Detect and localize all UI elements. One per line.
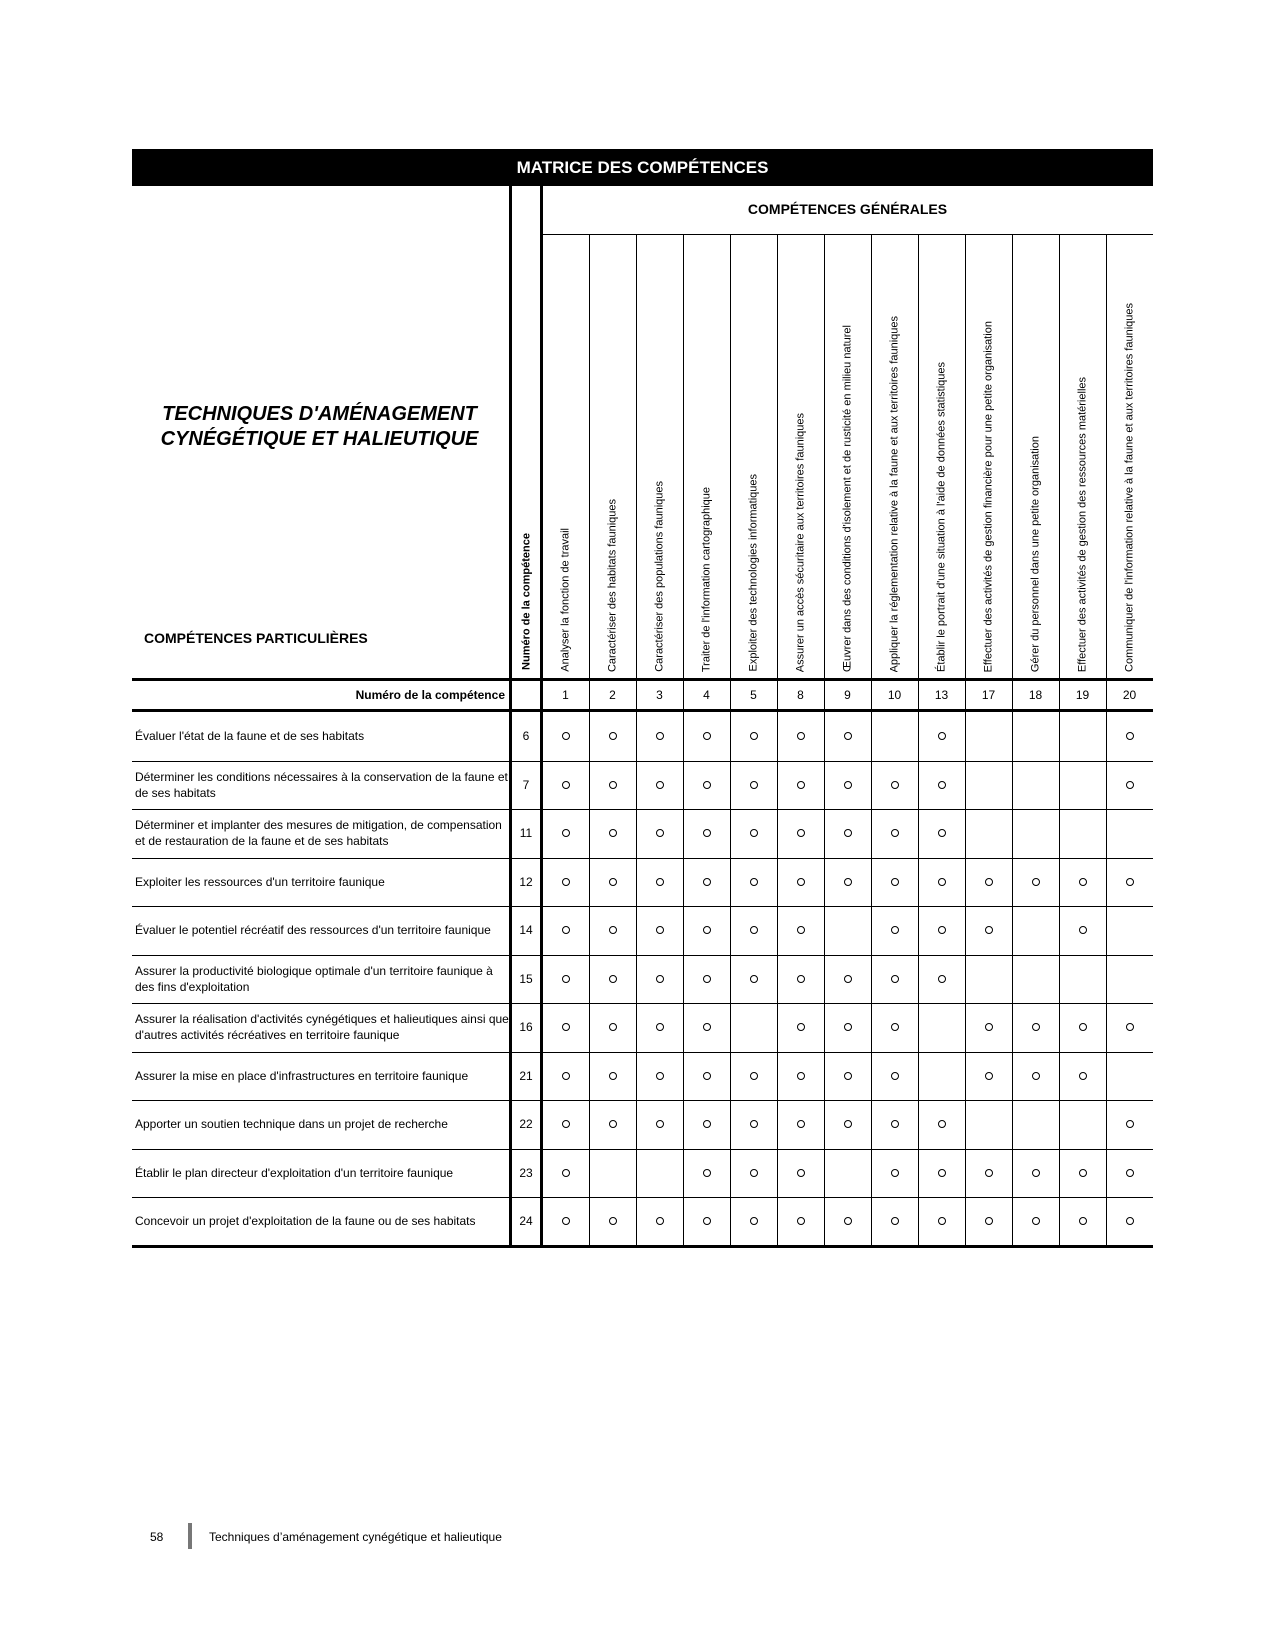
general-competency-number: 3 [656,688,663,702]
competency-mark [609,829,617,837]
general-competency-number: 10 [887,688,902,702]
general-competency-header [871,244,918,672]
row-separator [132,1003,1153,1004]
competency-mark [844,1023,852,1031]
competency-mark [938,1169,946,1177]
table-bottom-rule [132,1245,1153,1248]
general-competency-header [589,244,636,672]
competency-row-label: Assurer la mise en place d'infrastructures en territoire faunique [135,1068,469,1083]
number-column-header-text: Numéro de la compétence [520,533,533,670]
column-separator [683,234,684,1246]
competency-mark [797,732,805,740]
competency-mark [750,878,758,886]
competency-mark [891,926,899,934]
competency-row-number: 15 [519,971,533,986]
row-separator [132,1149,1153,1150]
general-competency-header [777,244,824,672]
competency-mark [562,1023,570,1031]
general-competency-label: Effectuer des activités de gestion financière pour une petite organisation [982,320,994,672]
program-title-line-1: TECHNIQUES D'AMÉNAGEMENT [162,403,477,425]
competency-mark [1032,878,1040,886]
column-separator [777,234,778,1246]
competency-mark [703,1023,711,1031]
competency-row-label: Concevoir un projet d'exploitation de la faune ou de ses habitats [135,1214,476,1229]
header-bottom-rule [132,678,1153,681]
number-row-label: Numéro de la compétence [355,688,505,702]
competency-row-number: 16 [519,1020,533,1035]
competency-mark [1126,1023,1134,1031]
footer-text: Techniques d’aménagement cynégétique et halieutique [209,1530,502,1544]
row-separator [132,1100,1153,1101]
competency-mark [750,1072,758,1080]
competency-mark [844,878,852,886]
general-competency-label: Analyser la fonction de travail [559,528,571,672]
competency-mark [562,926,570,934]
competency-mark [938,732,946,740]
general-competency-number: 2 [609,688,616,702]
competency-mark [703,975,711,983]
competency-mark [844,781,852,789]
competency-row-label: Assurer la réalisation d'activités cynégétiques et halieutiques ainsi que d'autres activités récréatives en territoire faunique [135,1012,509,1043]
competency-mark [750,829,758,837]
competency-row-label: Exploiter les ressources d'un territoire faunique [135,874,385,889]
competency-mark [562,829,570,837]
competency-mark [985,1169,993,1177]
competency-mark [1032,1023,1040,1031]
general-competency-header [683,244,730,672]
competency-mark [1079,878,1087,886]
competency-row-number: 24 [519,1214,533,1229]
competency-row-number: 12 [519,874,533,889]
general-competency-header [730,244,777,672]
competency-mark [562,975,570,983]
competency-mark [562,781,570,789]
competency-mark [797,1120,805,1128]
competency-mark [656,1217,664,1225]
competency-mark [844,1120,852,1128]
competency-mark [797,878,805,886]
competency-mark [1126,878,1134,886]
row-separator [132,955,1153,956]
general-competency-label: Communiquer de l'information relative à la faune et aux territoires fauniques [1123,303,1135,672]
competency-mark [1032,1169,1040,1177]
competency-row-number: 23 [519,1165,533,1180]
general-competency-number: 20 [1122,688,1137,702]
row-separator [132,809,1153,810]
general-competency-label: Caractériser des habitats fauniques [606,498,618,672]
competency-mark [703,781,711,789]
program-title-line-2: CYNÉGÉTIQUE ET HALIEUTIQUE [160,428,479,450]
competency-mark [656,1023,664,1031]
competency-mark [1126,1120,1134,1128]
general-competency-label: Traiter de l'information cartographique [700,486,712,672]
competency-row-number: 11 [519,826,533,841]
column-separator [871,234,872,1246]
competency-mark [938,878,946,886]
general-competency-number: 9 [844,688,851,702]
competency-mark [609,926,617,934]
row-separator [132,1052,1153,1053]
competency-mark [891,829,899,837]
matrix-title: MATRICE DES COMPÉTENCES [132,149,1153,186]
competency-mark [703,732,711,740]
competency-row-number: 22 [519,1117,533,1132]
competency-mark [562,1217,570,1225]
competency-row-label: Apporter un soutien technique dans un projet de recherche [135,1117,448,1132]
competency-mark [562,1120,570,1128]
competency-mark [703,878,711,886]
general-header-rule [542,234,1153,235]
row-separator [132,858,1153,859]
competency-mark [609,975,617,983]
competency-mark [656,975,664,983]
competency-mark [1079,1217,1087,1225]
page-number: 58 [150,1530,164,1544]
competency-mark [844,1217,852,1225]
competency-mark [656,926,664,934]
competency-row-number: 21 [519,1068,533,1083]
competency-mark [797,829,805,837]
competency-mark [656,878,664,886]
competency-mark [750,1217,758,1225]
column-separator [1106,234,1107,1246]
competency-mark [985,926,993,934]
general-competency-label: Appliquer la réglementation relative à la faune et aux territoires fauniques [888,315,900,672]
general-competency-label: Gérer du personnel dans une petite organisation [1029,435,1041,672]
general-competency-header [918,244,965,672]
competency-mark [1079,1169,1087,1177]
competency-mark [844,975,852,983]
general-competency-number: 17 [981,688,996,702]
competency-mark [938,1217,946,1225]
competency-mark [797,926,805,934]
competency-mark [1126,1217,1134,1225]
competency-mark [703,1072,711,1080]
competency-mark [750,1120,758,1128]
general-competency-number: 19 [1075,688,1090,702]
column-separator [918,234,919,1246]
competency-mark [656,1120,664,1128]
general-competency-header [542,244,589,672]
competency-mark [562,732,570,740]
competency-mark [750,926,758,934]
competency-mark [938,1120,946,1128]
general-competencies-label: COMPÉTENCES GÉNÉRALES [747,201,948,217]
column-separator [1012,234,1013,1246]
competency-row-label: Établir le plan directeur d'exploitation d'un territoire faunique [135,1165,454,1180]
competency-mark [703,1169,711,1177]
competency-mark [609,1217,617,1225]
competency-mark [703,1120,711,1128]
general-competency-number: 1 [562,688,569,702]
row-separator [132,1197,1153,1198]
column-separator [1059,234,1060,1246]
column-separator [589,234,590,1246]
competency-row-number: 14 [519,923,533,938]
competency-mark [656,829,664,837]
competency-mark [844,1072,852,1080]
competency-mark [609,1023,617,1031]
competency-mark [985,878,993,886]
competency-mark [609,781,617,789]
competency-mark [750,1169,758,1177]
competency-mark [985,1072,993,1080]
competency-mark [1126,732,1134,740]
general-competency-header [824,244,871,672]
competency-mark [562,1169,570,1177]
competency-mark [938,975,946,983]
competency-mark [703,926,711,934]
competency-mark [656,732,664,740]
general-competency-number: 5 [750,688,757,702]
competency-row-label: Évaluer le potentiel récréatif des ressources d'un territoire faunique [135,923,491,938]
competency-mark [891,1023,899,1031]
competency-mark [656,1072,664,1080]
competency-mark [750,781,758,789]
competency-mark [609,878,617,886]
competency-row-label: Assurer la productivité biologique optimale d'un territoire faunique à des fins d'exploitation [135,963,493,994]
footer-divider [188,1523,192,1549]
competency-mark [1079,1023,1087,1031]
competency-row-label: Déterminer les conditions nécessaires à la conservation de la faune et de ses habitats [135,769,508,800]
number-row-bottom-rule [132,709,1153,712]
competency-mark [703,829,711,837]
competency-mark [1032,1072,1040,1080]
competency-mark [891,781,899,789]
competency-mark [844,829,852,837]
competency-mark [703,1217,711,1225]
competency-mark [1126,1169,1134,1177]
program-title [132,402,507,452]
competency-mark [562,1072,570,1080]
competency-mark [985,1023,993,1031]
column-separator [824,234,825,1246]
competency-mark [985,1217,993,1225]
column-separator [730,234,731,1246]
general-competency-number: 4 [703,688,710,702]
general-competency-label: Œuvrer dans des conditions d'isolement et de rusticité en milieu naturel [841,325,853,672]
column-separator [636,234,637,1246]
competency-mark [797,1169,805,1177]
competency-mark [797,1217,805,1225]
particular-competencies-label: COMPÉTENCES PARTICULIÈRES [144,630,368,646]
competency-mark [1079,1072,1087,1080]
row-separator [132,906,1153,907]
competency-mark [562,878,570,886]
general-competency-label: Caractériser des populations fauniques [653,481,665,672]
competency-mark [797,975,805,983]
number-column-left-rule [509,186,512,1247]
competency-mark [1032,1217,1040,1225]
number-column-header [512,240,542,670]
competency-mark [891,975,899,983]
general-competency-label: Assurer un accès sécuritaire aux territoires fauniques [794,412,806,672]
competency-row-label: Évaluer l'état de la faune et de ses habitats [135,729,365,744]
competency-row-number: 6 [522,729,530,744]
general-competency-number: 18 [1028,688,1043,702]
competency-mark [844,732,852,740]
competency-mark [938,829,946,837]
competency-mark [938,781,946,789]
general-competency-header [636,244,683,672]
competency-row-label: Déterminer et implanter des mesures de mitigation, de compensation et de restauration de la faune et de ses habitats [135,818,502,849]
competency-mark [891,1072,899,1080]
competency-mark [891,1120,899,1128]
competency-mark [1079,926,1087,934]
competency-mark [938,926,946,934]
competency-mark [797,1072,805,1080]
competency-mark [609,1120,617,1128]
competency-mark [750,975,758,983]
general-competency-header [965,244,1012,672]
competency-row-number: 7 [522,777,530,792]
competency-mark [609,1072,617,1080]
column-separator [965,234,966,1246]
row-separator [132,761,1153,762]
general-competency-number: 8 [797,688,804,702]
general-competency-header [1106,244,1153,672]
competency-mark [750,732,758,740]
competency-mark [797,1023,805,1031]
general-competency-header [1059,244,1106,672]
competency-mark [656,781,664,789]
general-competency-label: Exploiter des technologies informatiques [747,474,759,672]
general-competency-label: Établir le portrait d'une situation à l'aide de données statistiques [935,362,947,672]
competency-mark [609,732,617,740]
competency-mark [891,878,899,886]
competency-mark [797,781,805,789]
general-competency-header [1012,244,1059,672]
general-competency-label: Effectuer des activités de gestion des ressources matérielles [1076,376,1088,672]
competency-mark [891,1169,899,1177]
competency-mark [1126,781,1134,789]
general-competency-number: 13 [934,688,949,702]
competency-mark [891,1217,899,1225]
number-column-right-rule [540,186,543,1247]
